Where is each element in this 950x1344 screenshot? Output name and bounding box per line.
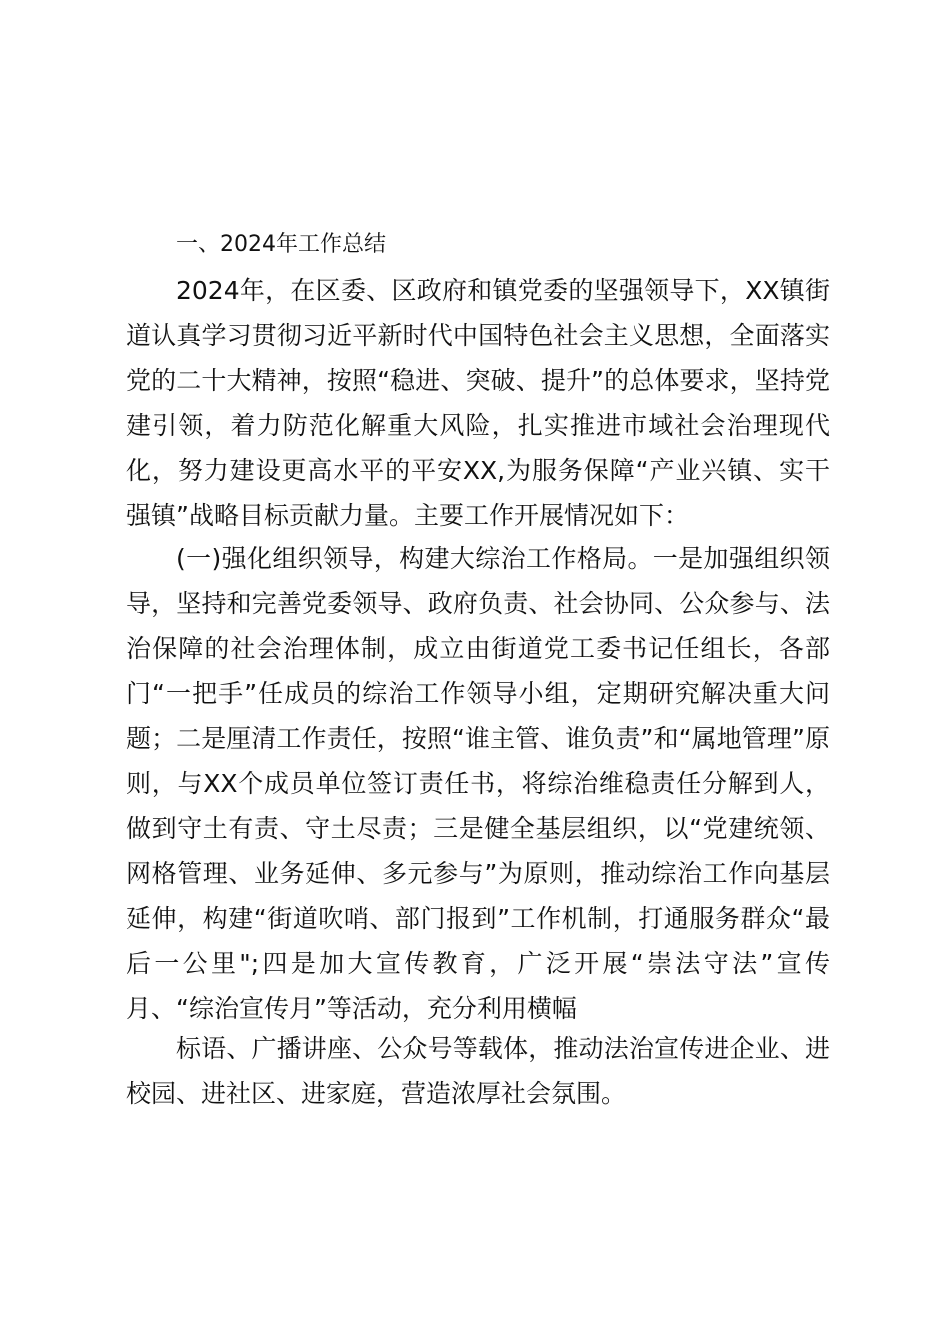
section-heading: 一、2024年工作总结 bbox=[176, 232, 386, 257]
paragraph-intro: 2024年，在区委、区政府和镇党委的坚强领导下，XX镇街道认真学习贯彻习近平新时代中国特色社会主义思想，全面落实党的二十大精神，按照“稳进、突破、提升”的总体要求，坚持党建引领，着力防范化解重大风险，扎实推进市域社会治理现代化，努力建设更高水平的平安XX,为服务保障“产业兴镇、实干强镇”战略目标贡献力量。主要工作开展情况如下： bbox=[126, 276, 830, 530]
paragraph-publicity: 标语、广播讲座、公众号等载体，推动法治宣传进企业、进校园、进社区、进家庭，营造浓厚社会氛围。 bbox=[126, 1034, 830, 1108]
paragraph-organization: (一)强化组织领导，构建大综治工作格局。一是加强组织领导，坚持和完善党委领导、政府负责、社会协同、公众参与、法治保障的社会治理体制，成立由街道党工委书记任组长，各部门“一把手”任成员的综治工作领导小组，定期研究解决重大问题；二是厘清工作责任，按照“谁主管、谁负责”和“属地管理”原则，与XX个成员单位签订责任书，将综治维稳责任分解到人，做到守土有责、守土尽责；三是健全基层组织，以“党建统领、网格管理、业务延伸、多元参与”为原则，推动综治工作向基层延伸，构建“街道吹哨、部门报到”工作机制，打通服务群众“最后一公里";四是加大宣传教育，广泛开展“崇法守法”宣传月、“综治宣传月”等活动，充分利用横幅 bbox=[126, 544, 830, 1023]
